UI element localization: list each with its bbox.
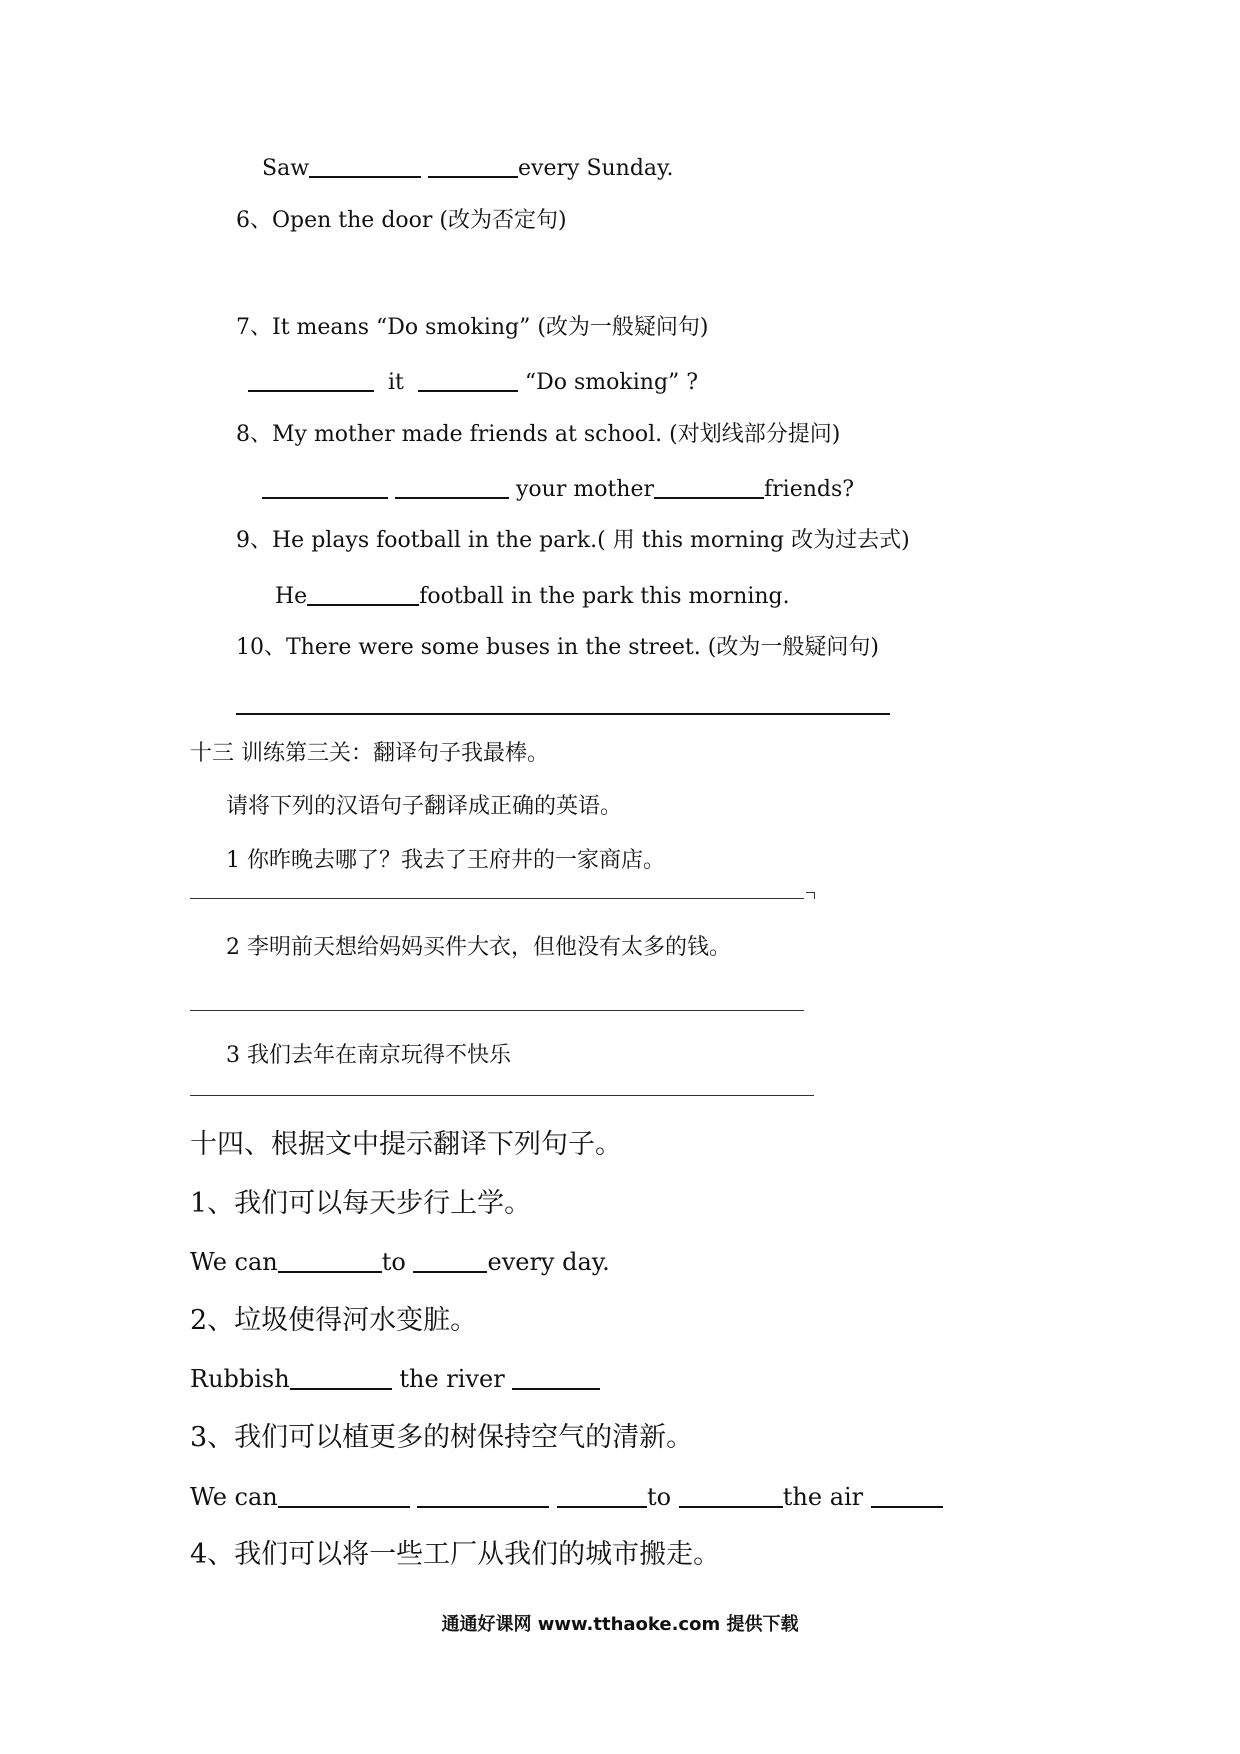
answer-blank[interactable] [309, 156, 421, 178]
text: We can [190, 1483, 278, 1511]
answer-blank[interactable] [428, 156, 518, 178]
text: every Sunday. [518, 156, 674, 181]
footer-source: 通通好课网 www.tthaoke.com 提供下载 [441, 1614, 799, 1635]
answer-blank[interactable] [417, 1486, 549, 1508]
section-14-q1-answer-line [190, 1250, 610, 1274]
answer-blank[interactable] [557, 1486, 647, 1508]
text: He [275, 584, 308, 609]
text: Rubbish [190, 1365, 290, 1393]
text: football in the park this morning. [419, 584, 790, 609]
text: the air [782, 1483, 864, 1511]
answer-blank[interactable] [418, 370, 518, 392]
line-end-mark [806, 892, 815, 899]
question-10: 10、There were some buses in the street. (改为一般疑问句) [236, 635, 879, 660]
text: every day. [487, 1248, 610, 1276]
section-14-q3-answer-line [190, 1485, 943, 1509]
section-14-q2-answer-line [190, 1367, 600, 1391]
text: your mother [516, 477, 655, 502]
text: to [381, 1248, 406, 1276]
text: We can [190, 1248, 278, 1276]
text: to [647, 1483, 672, 1511]
section-13-title: 十三 训练第三关：翻译句子我最棒。 [190, 741, 549, 766]
answer-blank[interactable] [679, 1486, 783, 1508]
answer-blank[interactable] [290, 1368, 392, 1390]
sentence-5-answer-line [262, 156, 674, 180]
translation-item-3: 3 我们去年在南京玩得不快乐 [226, 1043, 511, 1068]
section-14-q4-chinese: 4、我们可以将一些工厂从我们的城市搬走。 [190, 1539, 721, 1570]
question-7-answer-line [248, 370, 698, 394]
answer-blank[interactable] [654, 477, 764, 499]
section-14-title: 十四、根据文中提示翻译下列句子。 [190, 1129, 622, 1160]
answer-line[interactable] [190, 1010, 804, 1011]
question-7: 7、It means “Do smoking” (改为一般疑问句) [236, 315, 709, 340]
text: it [388, 370, 404, 395]
translation-item-2: 2 李明前天想给妈妈买件大衣，但他没有太多的钱。 [226, 935, 731, 960]
question-8-answer-line [262, 477, 854, 501]
answer-blank[interactable] [262, 477, 388, 499]
text: the river [399, 1365, 505, 1393]
section-14-q3-chinese: 3、我们可以植更多的树保持空气的清新。 [190, 1422, 694, 1453]
answer-blank[interactable] [395, 477, 509, 499]
translation-item-1: 1 你昨晚去哪了？我去了王府井的一家商店。 [226, 848, 665, 873]
section-14-q1-chinese: 1、我们可以每天步行上学。 [190, 1188, 532, 1219]
question-9-answer-line [275, 584, 790, 608]
question-6: 6、Open the door (改为否定句) [236, 208, 567, 233]
text: Saw [262, 156, 310, 181]
section-14-q2-chinese: 2、垃圾使得河水变脏。 [190, 1305, 478, 1336]
answer-blank[interactable] [307, 584, 419, 606]
answer-line[interactable] [190, 1095, 814, 1096]
question-9: 9、He plays football in the park.( 用 this morning 改为过去式) [236, 528, 910, 553]
answer-blank[interactable] [248, 370, 374, 392]
answer-blank[interactable] [278, 1251, 382, 1273]
section-13-instruction: 请将下列的汉语句子翻译成正确的英语。 [226, 794, 623, 819]
question-8: 8、My mother made friends at school. (对划线部分提问) [236, 422, 841, 447]
answer-line[interactable] [190, 898, 804, 899]
text: “Do smoking” ? [524, 370, 699, 395]
answer-blank[interactable] [512, 1368, 600, 1390]
text: friends? [764, 477, 855, 502]
answer-blank[interactable] [871, 1486, 943, 1508]
answer-line[interactable] [236, 713, 890, 715]
answer-blank[interactable] [413, 1251, 487, 1273]
answer-blank[interactable] [278, 1486, 410, 1508]
